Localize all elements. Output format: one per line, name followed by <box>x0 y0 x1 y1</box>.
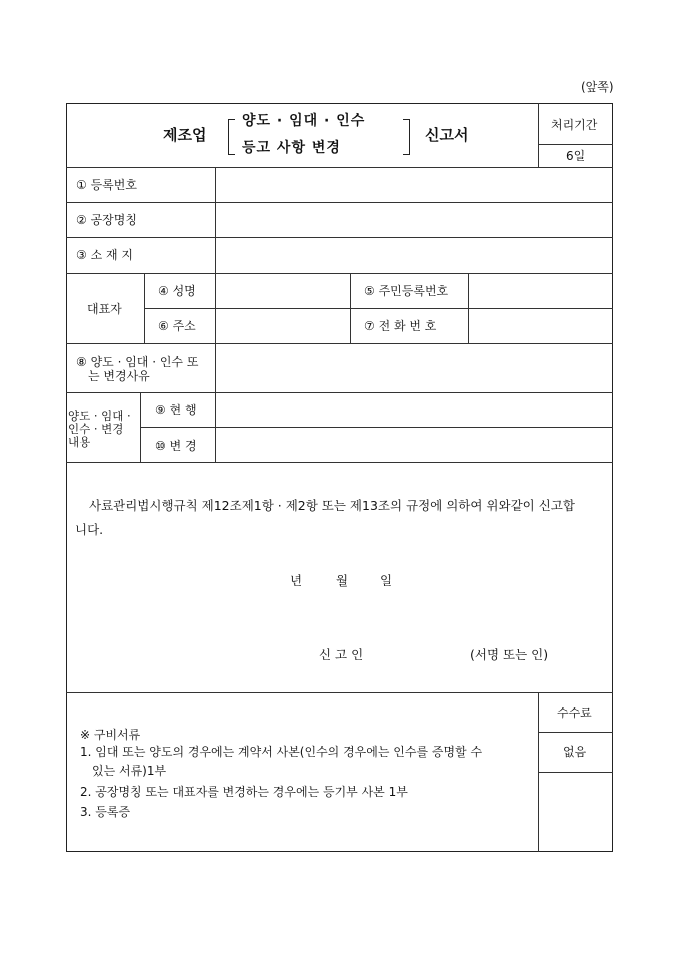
left-bracket <box>228 119 235 155</box>
resident-number-field[interactable] <box>469 274 612 308</box>
date-year-label: 년 <box>290 573 303 588</box>
rep-name-label: ④ 성명 <box>158 284 196 298</box>
resident-number-label: ⑤ 주민등록번호 <box>364 284 449 298</box>
required-doc-3: 3. 등록증 <box>80 805 131 819</box>
rep-address-label: ⑥ 주소 <box>158 319 196 333</box>
reason-label-line1: ⑧ 양도 · 임대 · 인수 또 <box>76 355 199 369</box>
phone-number-field[interactable] <box>469 309 612 343</box>
change-content-label-line2: 인수 · 변경 <box>68 422 124 436</box>
form-title-line1: 양도 · 임대 · 인수 <box>242 113 366 129</box>
declaration-text-line2: 니다. <box>75 522 104 537</box>
date-month-label: 월 <box>336 573 349 588</box>
phone-number-label: ⑦ 전 화 번 호 <box>364 319 437 333</box>
page-side-label: (앞쪽) <box>581 80 614 94</box>
rep-address-field[interactable] <box>216 309 350 343</box>
form-title-right: 신고서 <box>425 126 469 144</box>
declaration-text-line1: 사료관리법시행규칙 제12조제1항 · 제2항 또는 제13조의 규정에 의하여 위와같이 신고합 <box>89 498 575 513</box>
reason-label-line2: 는 변경사유 <box>88 369 150 383</box>
registration-number-label: ① 등록번호 <box>76 178 137 192</box>
reason-field[interactable] <box>216 344 612 392</box>
registration-number-field[interactable] <box>216 168 612 202</box>
required-docs-title: ※ 구비서류 <box>80 728 141 742</box>
fee-label: 수수료 <box>557 706 592 720</box>
processing-period-label: 처리기간 <box>551 118 598 132</box>
form-title-line2: 등고 사항 변경 <box>242 140 341 156</box>
declarant-label: 신 고 인 <box>319 647 364 662</box>
change-content-label-line3: 내용 <box>68 435 91 449</box>
current-label: ⑨ 현 행 <box>155 403 197 417</box>
rep-name-field[interactable] <box>216 274 350 308</box>
current-field[interactable] <box>216 393 612 427</box>
factory-name-label: ② 공장명칭 <box>76 213 137 227</box>
changed-field[interactable] <box>216 428 612 462</box>
required-doc-1-line1: 1. 임대 또는 양도의 경우에는 계약서 사본(인수의 경우에는 인수를 증명할 수 <box>80 745 483 759</box>
changed-label: ⑩ 변 경 <box>155 439 197 453</box>
form-title-left: 제조업 <box>163 126 207 144</box>
signature-label: (서명 또는 인) <box>470 647 549 662</box>
factory-name-field[interactable] <box>216 203 612 237</box>
required-doc-1-line2: 있는 서류)1부 <box>92 764 167 778</box>
date-day-label: 일 <box>380 573 393 588</box>
change-content-label-line1: 양도 · 임대 · <box>68 409 131 423</box>
fee-value: 없음 <box>563 745 587 759</box>
required-doc-2: 2. 공장명칭 또는 대표자를 변경하는 경우에는 등기부 사본 1부 <box>80 785 408 799</box>
representative-label: 대표자 <box>87 302 122 316</box>
processing-period-value: 6일 <box>566 149 586 163</box>
right-bracket <box>403 119 410 155</box>
location-label: ③ 소 재 지 <box>76 248 133 262</box>
location-field[interactable] <box>216 238 612 273</box>
